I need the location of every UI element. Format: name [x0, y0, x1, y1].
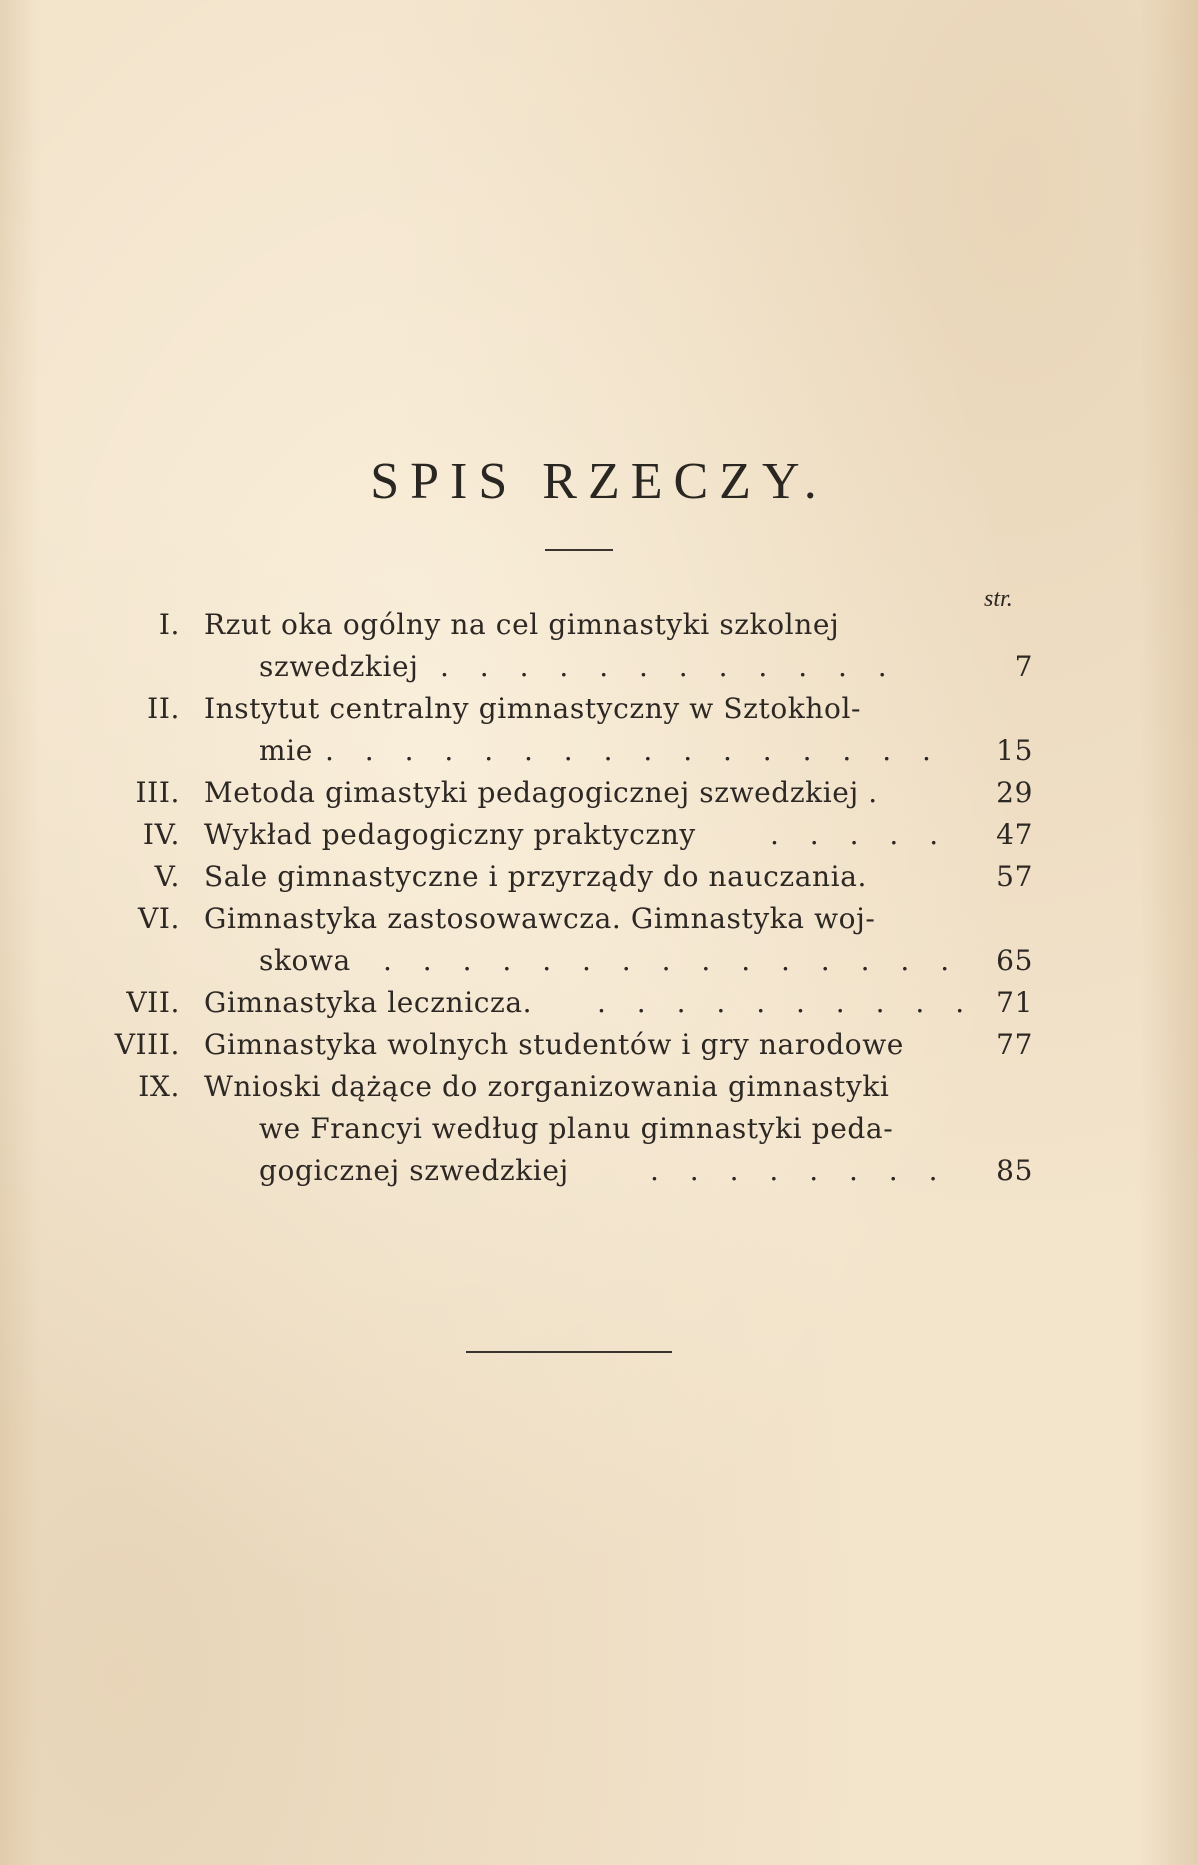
toc-entry-8[interactable]	[0, 1025, 1198, 1065]
toc-entry-3[interactable]	[0, 773, 1198, 813]
entry-number: VI.	[138, 902, 180, 935]
entry-title-continued: skowa	[259, 944, 351, 977]
toc-entry-7[interactable]	[0, 983, 1198, 1023]
entry-number: I.	[158, 608, 180, 641]
entry-title: Gimnastyka lecznicza.	[204, 986, 533, 1019]
page-number: 47	[996, 818, 1033, 851]
dot-leader: . . . . . . . . . .	[597, 986, 976, 1019]
entry-title-continued: szwedzkiej	[259, 650, 419, 683]
page-number: 15	[996, 734, 1033, 767]
entry-number: V.	[154, 860, 180, 893]
page-column-label: str.	[984, 586, 1013, 612]
dot-leader: . . . . . . . . . . . . . . . .	[325, 734, 942, 767]
entry-title-continued: we Francyi według planu gimnastyki peda-	[259, 1112, 894, 1145]
page-number: 7	[1014, 650, 1033, 683]
toc-entry-1-continued	[0, 647, 1198, 687]
page-number: 57	[996, 860, 1033, 893]
dot-leader: . . . . . . . .	[650, 1154, 949, 1187]
entry-title: Gimnastyka zastosowawcza. Gimnastyka woj-	[204, 902, 876, 935]
entry-number: IV.	[142, 818, 180, 851]
page-title: SPIS RZECZY.	[370, 453, 828, 510]
entry-number: VIII.	[114, 1028, 180, 1061]
toc-entry-6[interactable]	[0, 899, 1198, 939]
closing-rule	[466, 1351, 672, 1353]
toc-entry-5[interactable]	[0, 857, 1198, 897]
entry-number: II.	[147, 692, 180, 725]
toc-entry-2-continued	[0, 731, 1198, 771]
entry-number: III.	[135, 776, 180, 809]
entry-title-continued: gogicznej szwedzkiej	[259, 1154, 569, 1187]
page-number: 29	[996, 776, 1033, 809]
entry-number: VII.	[126, 986, 180, 1019]
entry-title: Wnioski dążące do zorganizowania gimnastyki	[204, 1070, 890, 1103]
entry-title: Gimnastyka wolnych studentów i gry narodowe	[204, 1028, 904, 1061]
dot-leader: . . . . .	[770, 818, 950, 851]
dot-leader: . . . . . . . . . . . .	[440, 650, 898, 683]
entry-title: Metoda gimastyki pedagogicznej szwedzkiej .	[204, 776, 878, 809]
title-rule	[545, 549, 613, 551]
toc-entry-9-continued	[0, 1109, 1198, 1149]
toc-entry-1[interactable]	[0, 605, 1198, 645]
toc-entry-6-continued	[0, 941, 1198, 981]
entry-title: Instytut centralny gimnastyczny w Sztokhol-	[204, 692, 862, 725]
toc-entry-2[interactable]	[0, 689, 1198, 729]
toc-entry-4[interactable]	[0, 815, 1198, 855]
page-number: 65	[996, 944, 1033, 977]
entry-title-continued: mie	[259, 734, 313, 767]
page-number: 85	[996, 1154, 1033, 1187]
entry-number: IX.	[138, 1070, 180, 1103]
entry-title: Wykład pedagogiczny praktyczny	[204, 818, 696, 851]
page-number: 71	[996, 986, 1033, 1019]
toc-entry-9[interactable]	[0, 1067, 1198, 1107]
dot-leader: . . . . . . . . . . . . . . .	[383, 944, 961, 977]
page-number: 77	[996, 1028, 1033, 1061]
entry-title: Rzut oka ogólny na cel gimnastyki szkolnej	[204, 608, 840, 641]
entry-title: Sale gimnastyczne i przyrządy do nauczania.	[204, 860, 867, 893]
toc-entry-9-continued-2	[0, 1151, 1198, 1191]
